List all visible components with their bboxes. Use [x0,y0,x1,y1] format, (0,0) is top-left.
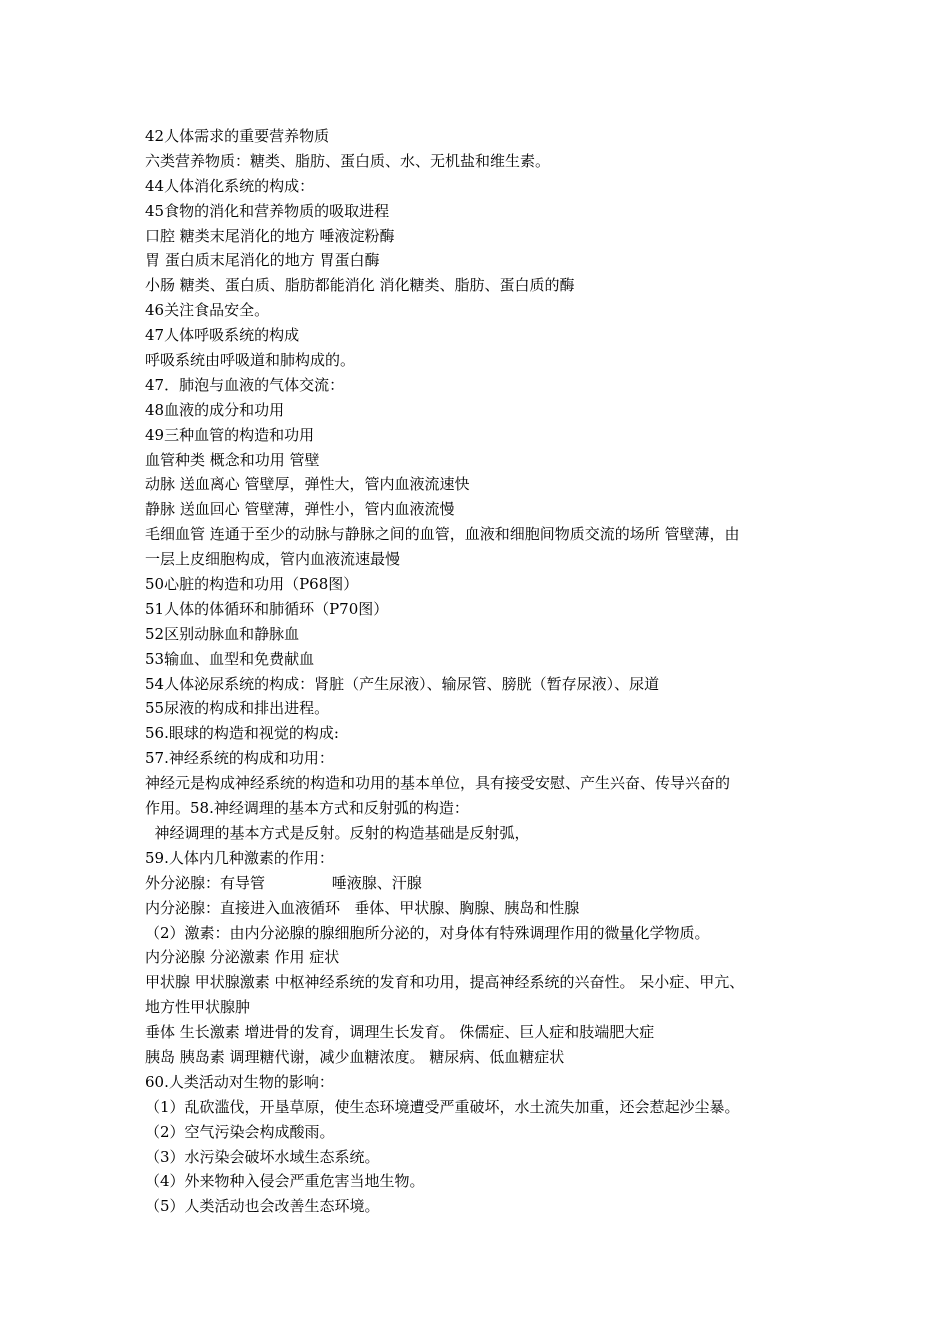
text-line: 六类营养物质：糖类、脂肪、蛋白质、水、无机盐和维生素。 [145,151,551,170]
heading-42: 42人体需求的重要营养物质 [145,127,330,145]
heading-60: 60.人类活动对生物的影响： [145,1072,334,1091]
heading-48: 48血液的成分和功用 [145,400,285,419]
text-line: 外分泌腺：有导管 唾液腺、汗腺 [145,873,422,892]
heading-55: 55尿液的构成和排出进程。 [145,699,330,718]
heading-49: 49三种血管的构造和功用 [145,425,315,444]
text-line: 一层上皮细胞构成，管内血液流速最慢 [145,550,401,569]
text-line: 神经元是构成神经系统的构造和功用的基本单位，具有接受安慰、产生兴奋、传导兴奋的 [145,774,731,793]
heading-51: 51人体的体循环和肺循环（P70图） [145,599,389,618]
text-line: 作用。58.神经调理的基本方式和反射弧的构造： [145,799,469,818]
heading-44: 44人体消化系统的构成： [145,176,315,195]
list-item: （3）水污染会破坏水域生态系统。 [145,1147,380,1166]
text-line: 动脉 送血离心 管壁厚，弹性大，管内血液流速快 [145,475,470,494]
heading-50: 50心脏的构造和功用（P68图） [145,575,359,594]
heading-47b: 47．肺泡与血液的气体交流： [145,375,345,394]
text-line: 小肠 糖类、蛋白质、脂肪都能消化 消化糖类、脂肪、蛋白质的酶 [145,276,575,295]
text-line: 胰岛 胰岛素 调理糖代谢，减少血糖浓度。 糖尿病、低血糖症状 [145,1047,565,1066]
heading-59: 59.人体内几种激素的作用： [145,848,334,867]
text-line: 内分泌腺：直接进入血液循环 垂体、甲状腺、胸腺、胰岛和性腺 [145,898,580,917]
text-line: 呼吸系统由呼吸道和肺构成的。 [145,351,356,370]
list-item: （5）人类活动也会改善生态环境。 [145,1197,380,1216]
heading-52: 52区别动脉血和静脉血 [145,624,300,643]
text-line: 胃 蛋白质末尾消化的地方 胃蛋白酶 [145,251,380,270]
list-item: （1）乱砍滥伐，开垦草原，使生态环境遭受严重破坏，水土流失加重，还会惹起沙尘暴。 [145,1097,740,1116]
heading-46: 46关注食品安全。 [145,301,270,320]
text-line: 内分泌腺 分泌激素 作用 症状 [145,948,340,967]
text-line: 垂体 生长激素 增进骨的发育，调理生长发育。 侏儒症、巨人症和肢端肥大症 [145,1023,655,1042]
list-item: （2）空气污染会构成酸雨。 [145,1122,335,1141]
text-line: 地方性甲状腺肿 [145,998,251,1017]
document-page [145,124,825,1219]
text-line: 甲状腺 甲状腺激素 中枢神经系统的发育和功用，提高神经系统的兴奋性。 呆小症、甲亢、 [145,973,745,992]
text-line: 静脉 送血回心 管壁薄，弹性小，管内血液流慢 [145,500,455,519]
list-item: （4）外来物种入侵会严重危害当地生物。 [145,1172,425,1191]
text-line: 毛细血管 连通于至少的动脉与静脉之间的血管，血液和细胞间物质交流的场所 管壁薄，由 [145,525,740,544]
heading-45: 45食物的消化和营养物质的吸取进程 [145,201,390,220]
heading-47: 47人体呼吸系统的构成 [145,326,300,345]
heading-54: 54人体泌尿系统的构成：肾脏（产生尿液）、输尿管、膀胱（暂存尿液）、尿道 [145,674,660,693]
heading-53: 53输血、血型和免费献血 [145,649,315,668]
heading-56: 56.眼球的构造和视觉的构成: [145,724,339,743]
text-line: 神经调理的基本方式是反射。反射的构造基础是反射弧， [145,823,530,842]
heading-57: 57.神经系统的构成和功用： [145,749,334,768]
text-line: 血管种类 概念和功用 管壁 [145,450,320,469]
text-line: 口腔 糖类末尾消化的地方 唾液淀粉酶 [145,226,395,245]
text-line: （2）激素：由内分泌腺的腺细胞所分泌的，对身体有特殊调理作用的微量化学物质。 [145,923,710,942]
